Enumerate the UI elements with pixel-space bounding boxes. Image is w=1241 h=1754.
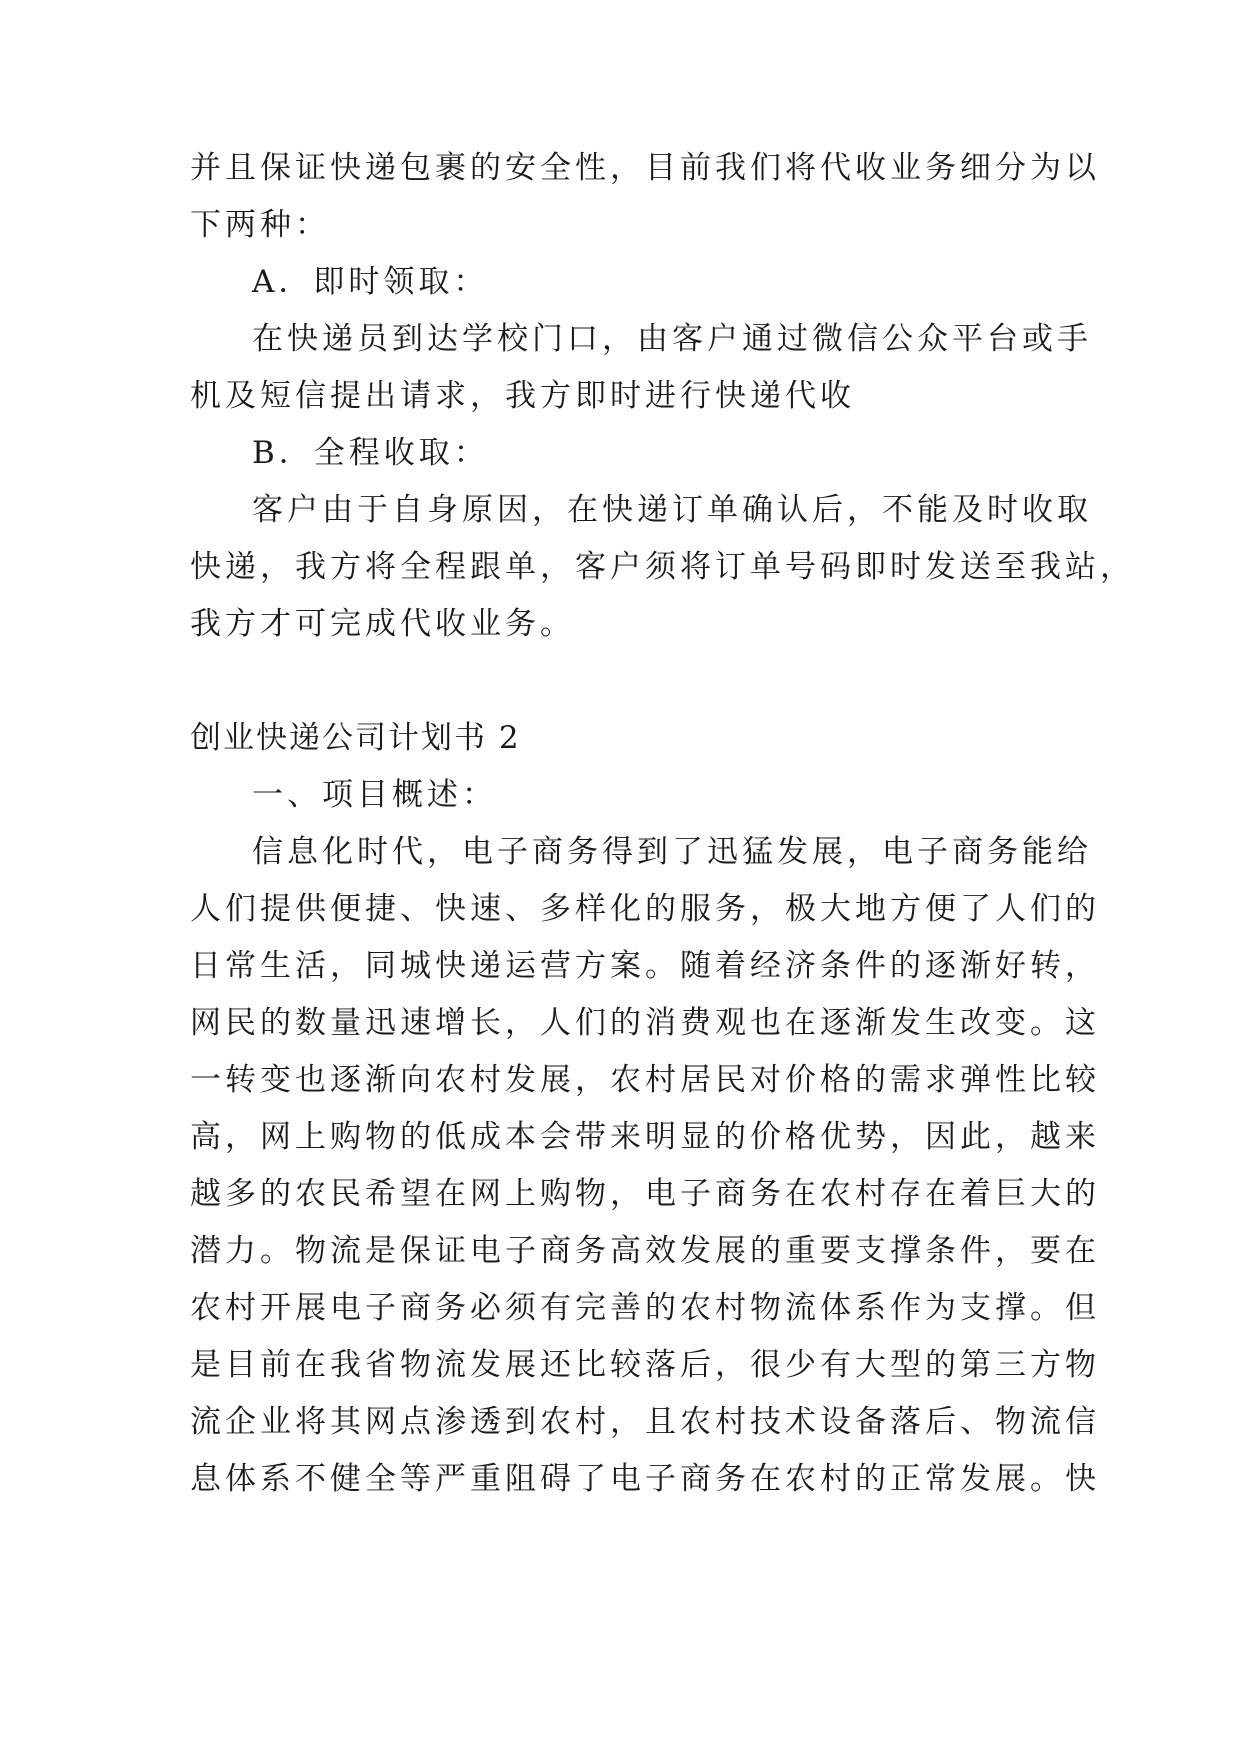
text-line-22: 流企业将其网点渗透到农村，且农村技术设备落后、物流信 — [190, 1404, 1100, 1440]
item-a-heading: A．即时领取： — [252, 264, 489, 300]
section-title: 创业快递公司计划书 2 — [190, 720, 521, 756]
text-line-16: 一转变也逐渐向农村发展，农村居民对价格的需求弹性比较 — [190, 1062, 1100, 1098]
text-line-21: 是目前在我省物流发展还比较落后，很少有大型的第三方物 — [190, 1347, 1100, 1383]
text-line-12: 信息化时代，电子商务得到了迅猛发展，电子商务能给 — [252, 834, 1092, 870]
text-line-4: 在快递员到达学校门口，由客户通过微信公众平台或手 — [252, 321, 1092, 357]
text-line-13: 人们提供便捷、快速、多样化的服务，极大地方便了人们的 — [190, 891, 1100, 927]
text-line-17: 高，网上购物的低成本会带来明显的价格优势，因此，越来 — [190, 1119, 1100, 1155]
item-b-heading: B．全程收取： — [252, 435, 489, 471]
text-line-18: 越多的农民希望在网上购物，电子商务在农村存在着巨大的 — [190, 1176, 1100, 1212]
text-line-7: 客户由于自身原因，在快递订单确认后，不能及时收取 — [252, 492, 1092, 528]
text-line-20: 农村开展电子商务必须有完善的农村物流体系作为支撑。但 — [190, 1290, 1100, 1326]
text-line-15: 网民的数量迅速增长，人们的消费观也在逐渐发生改变。这 — [190, 1005, 1100, 1041]
text-line-5: 机及短信提出请求，我方即时进行快递代收 — [190, 378, 855, 414]
text-line-23: 息体系不健全等严重阻碍了电子商务在农村的正常发展。快 — [190, 1461, 1100, 1497]
text-line-8: 快递，我方将全程跟单，客户须将订单号码即时发送至我站， — [190, 549, 1135, 585]
text-line-9: 我方才可完成代收业务。 — [190, 606, 575, 642]
text-line-1: 并且保证快递包裹的安全性，目前我们将代收业务细分为以 — [190, 150, 1100, 186]
text-line-19: 潜力。物流是保证电子商务高效发展的重要支撑条件，要在 — [190, 1233, 1100, 1269]
text-line-2: 下两种： — [190, 207, 330, 243]
text-line-14: 日常生活，同城快递运营方案。随着经济条件的逐渐好转， — [190, 948, 1100, 984]
section-subheading: 一、项目概述： — [252, 777, 497, 813]
